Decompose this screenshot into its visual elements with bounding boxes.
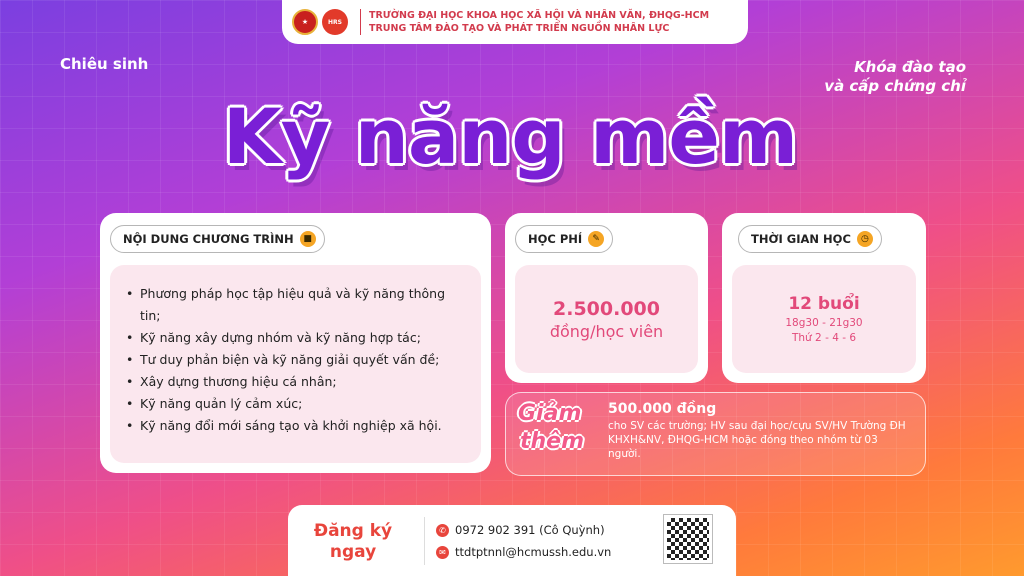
discount-box	[505, 392, 926, 476]
fee-heading-pill	[515, 225, 613, 253]
discount-description: cho SV các trường; HV sau đại học/cựu SV/HV Trường ĐH KHXH&NV, ĐHQG-HCM hoặc đóng theo nhóm từ 03 người.	[608, 420, 906, 460]
list-item: • Phương pháp học tập hiệu quả và kỹ năng thông tin;	[124, 283, 467, 327]
list-item: • Xây dựng thương hiệu cá nhân;	[124, 371, 467, 393]
footer-divider	[424, 517, 425, 565]
content-heading: NỘI DUNG CHƯƠNG TRÌNH	[123, 232, 294, 246]
fee-card	[505, 213, 708, 383]
content-list-box	[110, 265, 481, 463]
course-label	[824, 58, 966, 96]
qr-code	[664, 515, 712, 563]
phone-icon: ✆	[436, 524, 449, 537]
register-line-1: Đăng ký	[313, 521, 393, 541]
list-item: • Tư duy phản biện và kỹ năng giải quyết vấn đề;	[124, 349, 467, 371]
time-days: Thứ 2 - 4 - 6	[791, 332, 857, 344]
discount-word-1: Giảm	[518, 401, 582, 426]
course-line-1: Khóa đào tạo	[854, 58, 966, 76]
header-bar	[282, 0, 748, 44]
email-contact[interactable]	[436, 545, 611, 559]
page-title: Kỹ năng mềm	[222, 92, 798, 181]
course-line-2: và cấp chứng chỉ	[824, 77, 966, 95]
header-text	[360, 9, 709, 35]
book-icon: ■	[300, 231, 316, 247]
time-heading-pill	[738, 225, 882, 253]
footer-bar	[288, 505, 736, 576]
content-card	[100, 213, 491, 473]
email-icon: ✉	[436, 546, 449, 559]
list-item: • Kỹ năng đổi mới sáng tạo và khởi nghiệp xã hội.	[124, 415, 467, 437]
time-hours: 18g30 - 21g30	[785, 317, 863, 329]
recruit-label: Chiêu sinh	[60, 55, 149, 73]
time-sessions: 12 buổi	[788, 294, 860, 314]
pencil-icon: ✎	[588, 231, 604, 247]
content-list	[124, 283, 467, 437]
list-item: • Kỹ năng quản lý cảm xúc;	[124, 393, 467, 415]
fee-heading: HỌC PHÍ	[528, 232, 583, 246]
content-heading-pill	[110, 225, 325, 253]
register-line-2: ngay	[329, 542, 377, 562]
center-name: TRUNG TÂM ĐÀO TẠO VÀ PHÁT TRIỂN NGUỒN NHÂN LỰC	[369, 23, 670, 34]
fee-unit: đồng/học viên	[549, 321, 664, 341]
fee-amount: 2.500.000	[553, 297, 660, 320]
university-logo: ★	[292, 9, 318, 35]
time-heading: THỜI GIAN HỌC	[751, 232, 851, 246]
university-name: TRƯỜNG ĐẠI HỌC KHOA HỌC XÃ HỘI VÀ NHÂN VĂN, ĐHQG-HCM	[369, 10, 710, 21]
time-box	[732, 265, 916, 373]
clock-icon: ◷	[857, 231, 873, 247]
email-address: ttdtptnnl@hcmussh.edu.vn	[455, 545, 612, 559]
fee-box	[515, 265, 698, 373]
list-item: • Kỹ năng xây dựng nhóm và kỹ năng hợp tác;	[124, 327, 467, 349]
time-card	[722, 213, 926, 383]
phone-contact[interactable]	[436, 523, 605, 537]
discount-amount: 500.000 đồng	[608, 401, 717, 417]
register-cta[interactable]	[298, 521, 408, 563]
center-logo: HRS	[322, 9, 348, 35]
phone-number: 0972 902 391 (Cô Quỳnh)	[455, 523, 605, 537]
discount-word-2: thêm	[520, 429, 585, 454]
